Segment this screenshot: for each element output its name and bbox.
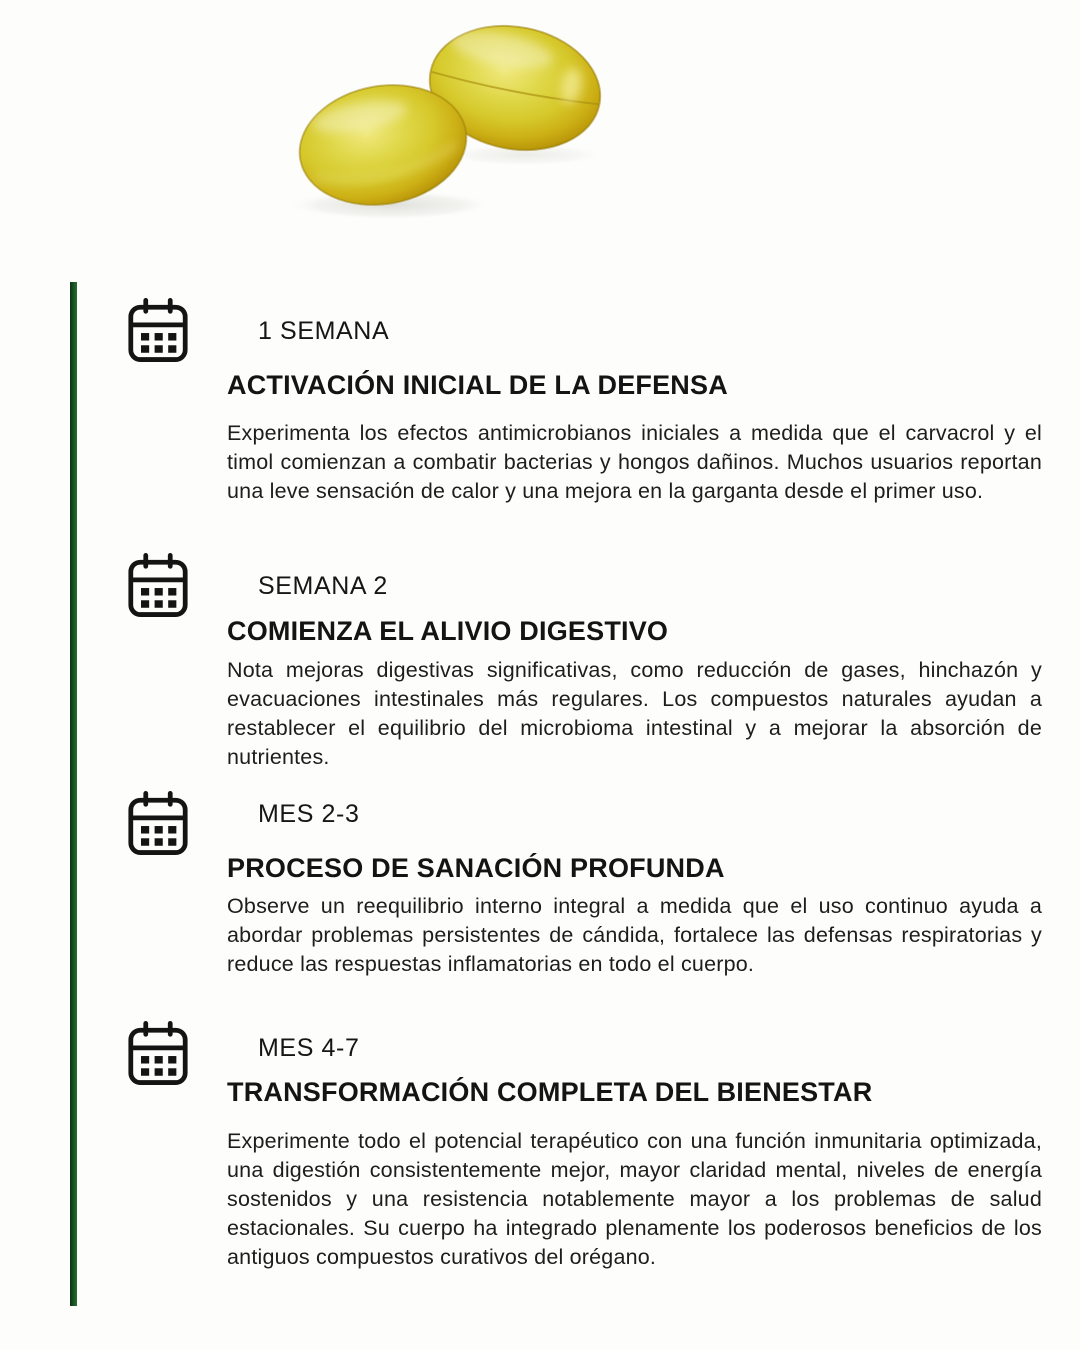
timeline-title: PROCESO DE SANACIÓN PROFUNDA bbox=[227, 853, 725, 883]
timeline-period: MES 2-3 bbox=[258, 800, 360, 828]
timeline-description: Experimente todo el potencial terapéutico con una función inmunitaria optimizada, una digestión consistentemente mejor, mayor claridad mental, niveles de energía sostenidos y una resistencia notablemente mayor a los problemas de salud estacionales. Su cuerpo ha integrado plenamente los poderosos beneficios de los antiguos compuestos curativos del orégano. bbox=[227, 1129, 1042, 1269]
timeline-title: TRANSFORMACIÓN COMPLETA DEL BIENESTAR bbox=[227, 1077, 873, 1107]
timeline-description: Nota mejoras digestivas significativas, como reducción de gases, hinchazón y evacuaciones intestinales más regulares. Los compuestos naturales ayudan a restablecer el equilibrio del microbioma intestinal y a mejorar la absorción de nutrientes. bbox=[227, 658, 1042, 769]
timeline-period: MES 4-7 bbox=[258, 1034, 360, 1062]
calendar-icon bbox=[123, 552, 193, 620]
calendar-icon bbox=[123, 297, 193, 365]
timeline-title: COMIENZA EL ALIVIO DIGESTIVO bbox=[227, 616, 669, 646]
timeline-description: Observe un reequilibrio interno integral a medida que el uso continuo ayuda a abordar problemas persistentes de cándida, fortalece las defensas respiratorias y reduce las respuestas inflamatorias en todo el cuerpo. bbox=[227, 894, 1042, 976]
timeline-title: ACTIVACIÓN INICIAL DE LA DEFENSA bbox=[227, 370, 728, 400]
timeline-item-month-2-3 bbox=[0, 790, 1080, 976]
calendar-icon bbox=[123, 790, 193, 858]
timeline-item-week-2 bbox=[0, 552, 1080, 769]
capsules-illustration bbox=[270, 5, 650, 235]
timeline-item-month-4-7 bbox=[0, 1020, 1080, 1269]
timeline-description: Experimenta los efectos antimicrobianos iniciales a medida que el carvacrol y el timol comienzan a combatir bacterias y hongos dañinos. Muchos usuarios reportan una leve sensación de calor y una mejora en la garganta desde el primer uso. bbox=[227, 421, 1042, 503]
timeline-period: SEMANA 2 bbox=[258, 572, 388, 600]
softgel-capsules-image bbox=[270, 5, 650, 235]
calendar-icon bbox=[123, 1020, 193, 1088]
timeline-item-week-1 bbox=[0, 297, 1080, 503]
timeline-period: 1 SEMANA bbox=[258, 317, 390, 345]
